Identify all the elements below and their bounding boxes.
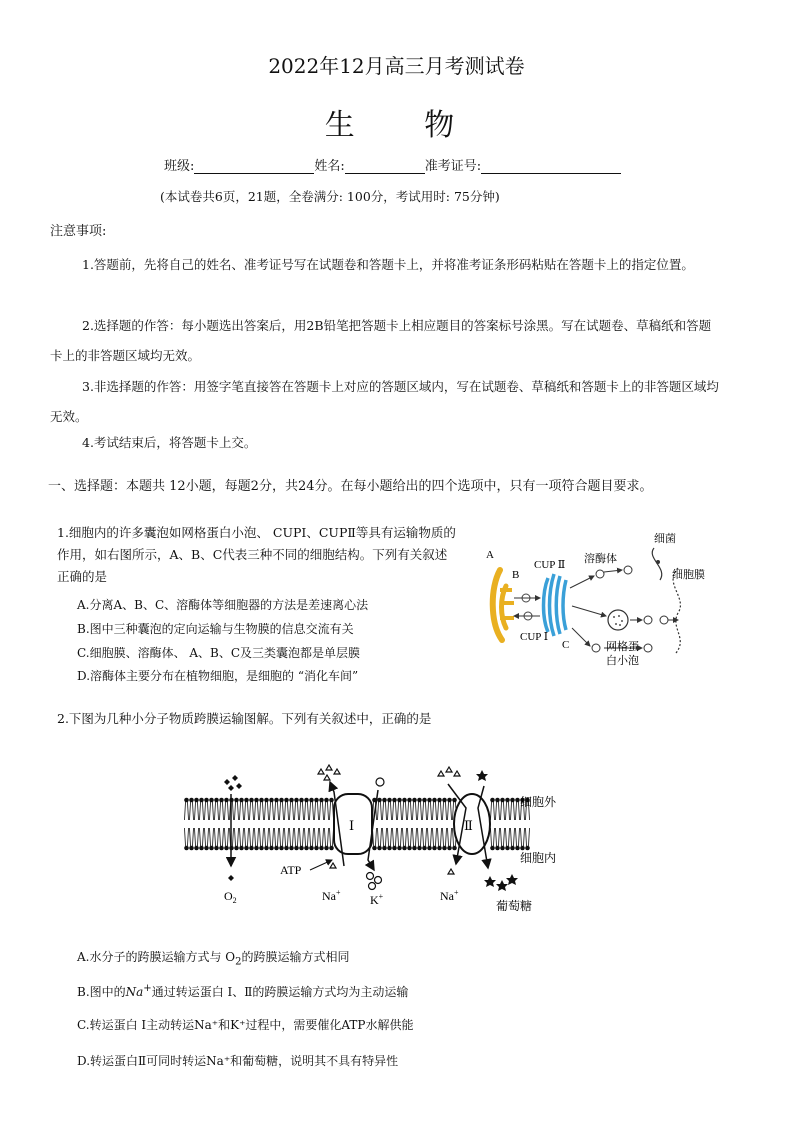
golgi-structure-c [544,574,567,636]
exam-no-label: 准考证号: [424,159,482,174]
fig1-label-cup2: CUP Ⅱ [534,559,566,571]
fig2-label-na-2: Na+ [440,888,459,903]
fig2-label-glucose: 葡萄糖 [496,899,533,913]
fig2-label-o2: $O_2$ [224,889,237,905]
fig2-label-inside: 细胞内 [520,851,557,865]
exam-title: 2022年12月高三月考测试卷 [268,54,525,78]
class-blank[interactable] [194,159,314,174]
notice-item-4: 4.考试结束后，将答题卡上交。 [82,435,257,450]
subject-title: 生 物 [324,108,485,143]
fig1-label-clathrin-2: 白小泡 [606,655,639,667]
exam-no-blank[interactable] [481,159,621,174]
lysosome [608,610,628,630]
notice-heading: 注意事项: [50,224,107,239]
na-outside-1 [318,765,340,780]
class-label: 班级: [164,159,195,174]
fig1-label-cup1: CUP Ⅰ [520,631,549,643]
fig1-label-lysosome: 溶酶体 [584,553,617,565]
name-blank[interactable] [345,159,425,174]
q1-option-b[interactable]: B.图中三种囊泡的定向运输与生物膜的信息交流有关 [77,622,354,636]
fig1-label-clathrin-1: 网格蛋 [606,641,639,653]
q1-stem-line1: 1.细胞内的许多囊泡如网格蛋白小泡、 CUPⅠ、CUPⅡ等具有运输物质的 [57,525,456,540]
er-structure-a [493,570,514,640]
fig2-label-na-1: Na+ [322,888,341,903]
student-info-line [164,155,621,174]
name-label: 姓名: [314,159,345,174]
fig2-label-k: K+ [370,892,384,907]
q2-option-a[interactable]: A.水分子的跨膜运输方式与 $O_2$的跨膜运输方式相同 [77,950,350,968]
o2-molecules-outside [224,775,242,791]
section-heading: 一、选择题：本题共 12小题，每题2分，共24分。在每小题给出的四个选项中，只有一项符合题目要求。 [48,479,653,494]
k-inside [367,873,382,890]
bacteria [652,548,662,580]
notice-item-2: 2.选择题的作答：每小题选出答案后，用2B铅笔把答题卡上相应题目的答案标号涂黑。写在试题卷、草稿纸和答题卡上的非答题区域均无效。 [50,318,712,363]
q2-option-b[interactable]: B.图中的Na+通过转运蛋白 Ⅰ、Ⅱ的跨膜运输方式均为主动运输 [77,983,409,999]
q1-option-a[interactable]: A.分离A、B、C、溶酶体等细胞器的方法是差速离心法 [77,598,369,612]
clathrin-vesicle [592,644,600,652]
glucose-outside [476,770,488,781]
k-outside [376,778,384,786]
q1-vesicle-figure [478,528,728,673]
exam-meta: (本试卷共6页，21题，全卷满分: 100分，考试用时: 75分钟) [160,189,500,204]
notice-item-3: 3.非选择题的作答：用签字笔直接答在答题卡上对应的答题区域内，写在试题卷、草稿纸和答题卡上的非答题区域均无效。 [50,379,719,424]
q2-option-c[interactable]: C.转运蛋白 Ⅰ主动转运Na⁺和K⁺过程中，需要催化ATP水解供能 [77,1018,414,1032]
q1-stem-line2: 作用，如右图所示，A、B、C代表三种不同的细胞结构。下列有关叙述 [57,547,448,562]
q2-transport-figure [184,764,564,914]
q2-stem: 2.下图为几种小分子物质跨膜运输图解。下列有关叙述中，正确的是 [57,711,432,726]
fig1-label-b: B [512,569,520,581]
lysosome-vesicle [596,570,604,578]
q1-option-d[interactable]: D.溶酶体主要分布在植物细胞，是细胞的 “消化车间” [77,669,359,683]
fig2-label-protein-2: Ⅱ [464,818,473,833]
glucose-inside [484,874,518,891]
notice-item-1: 1.答题前，先将自己的姓名、准考证号写在试题卷和答题卡上，并将准考证条形码粘贴在答题卡上的指定位置。 [82,257,694,272]
q1-option-c[interactable]: C.细胞膜、溶酶体、 A、B、C及三类囊泡都是单层膜 [77,646,361,660]
fig1-label-membrane: 细胞膜 [672,569,705,581]
fig2-label-atp: ATP [280,863,302,877]
fig2-label-protein-1: Ⅰ [349,818,355,833]
q1-stem-line3: 正确的是 [57,569,108,584]
na-outside-2 [438,767,460,776]
fig2-label-outside: 细胞外 [520,795,557,809]
fig1-label-bacteria: 细菌 [654,533,676,545]
fig1-label-a: A [486,549,494,561]
fig1-label-c: C [562,639,570,651]
q2-option-d[interactable]: D.转运蛋白Ⅱ可同时转运Na⁺和葡萄糖，说明其不具有特异性 [77,1054,399,1068]
